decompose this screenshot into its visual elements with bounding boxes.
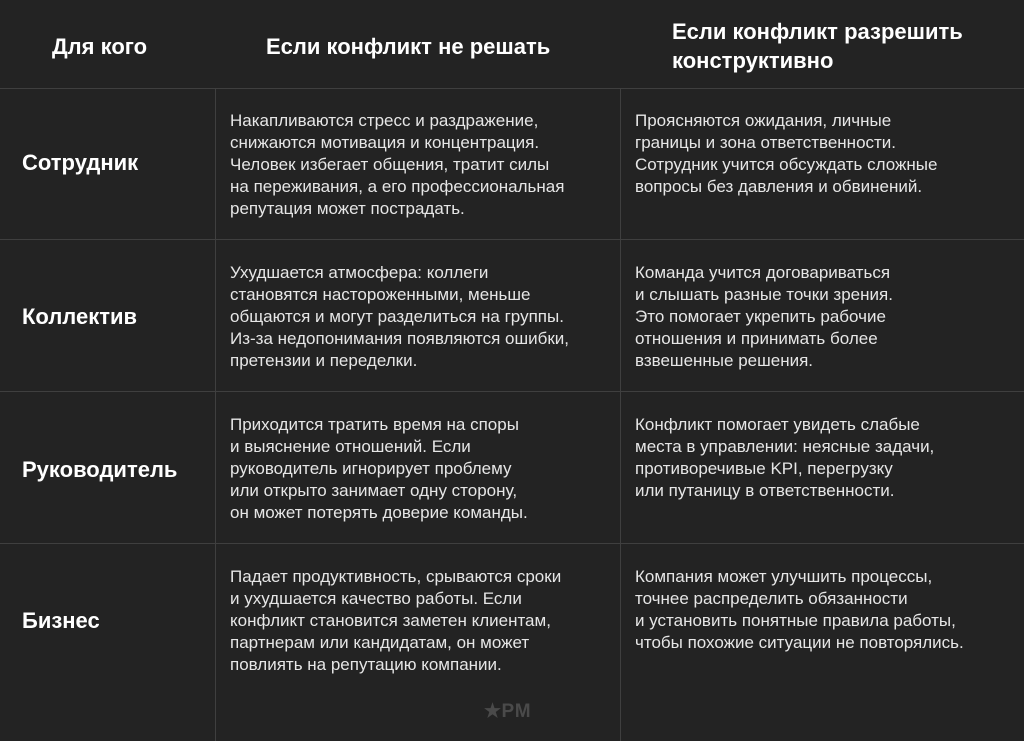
column-divider [620,88,621,741]
row-divider [0,239,1024,240]
cell-manager-resolved: Конфликт помогает увидеть слабые места в управлении: неясные задачи, противоречивые KPI, перегрузку или путаницу в ответственности. [635,415,935,500]
header-if-not-resolved: Если конфликт не решать [266,34,551,59]
cell-employee-not-resolved: Накапливаются стресс и раздражение, снижаются мотивация и концентрация. Человек избегает общения, тратит силы на переживания, а его профессиональная репутация может пострадать. [230,111,565,218]
cell-employee-resolved: Проясняются ожидания, личные границы и зона ответственности. Сотрудник учится обсуждать сложные вопросы без давления и обвинений. [635,111,938,196]
cell-team-not-resolved: Ухудшается атмосфера: коллеги становятся настороженными, меньше общаются и могут разделиться на группы. Из-за недопонимания появляются ошибки, претензии и переделки. [230,263,570,370]
column-divider [215,88,216,741]
row-label-employee: Сотрудник [22,150,139,175]
row-divider [0,88,1024,89]
header-if-resolved-line1: Если конфликт разрешить [672,19,963,44]
cell-manager-not-resolved: Приходится тратить время на споры и выяснение отношений. Если руководитель игнорирует проблему или открыто занимает одну сторону, он может потерять доверие команды. [230,415,528,522]
header-for-whom: Для кого [52,34,148,59]
cell-business-resolved: Компания может улучшить процессы, точнее распределить обязанности и установить понятные правила работы, чтобы похожие ситуации не повторялись. [635,567,964,652]
header-if-resolved-line2: конструктивно [672,48,834,73]
cell-business-not-resolved: Падает продуктивность, срываются сроки и ухудшается качество работы. Если конфликт становится заметен клиентам, партнерам или кандидатам, он может повлиять на репутацию компании. [230,567,562,674]
row-divider [0,543,1024,544]
cell-team-resolved: Команда учится договариваться и слышать разные точки зрения. Это помогает укрепить рабочие отношения и принимать более взвешенные решения. [635,263,893,370]
row-label-business: Бизнес [22,608,100,633]
row-label-team: Коллектив [22,304,138,329]
row-divider [0,391,1024,392]
pm-logo: ★PM [484,701,532,722]
row-label-manager: Руководитель [22,457,178,482]
